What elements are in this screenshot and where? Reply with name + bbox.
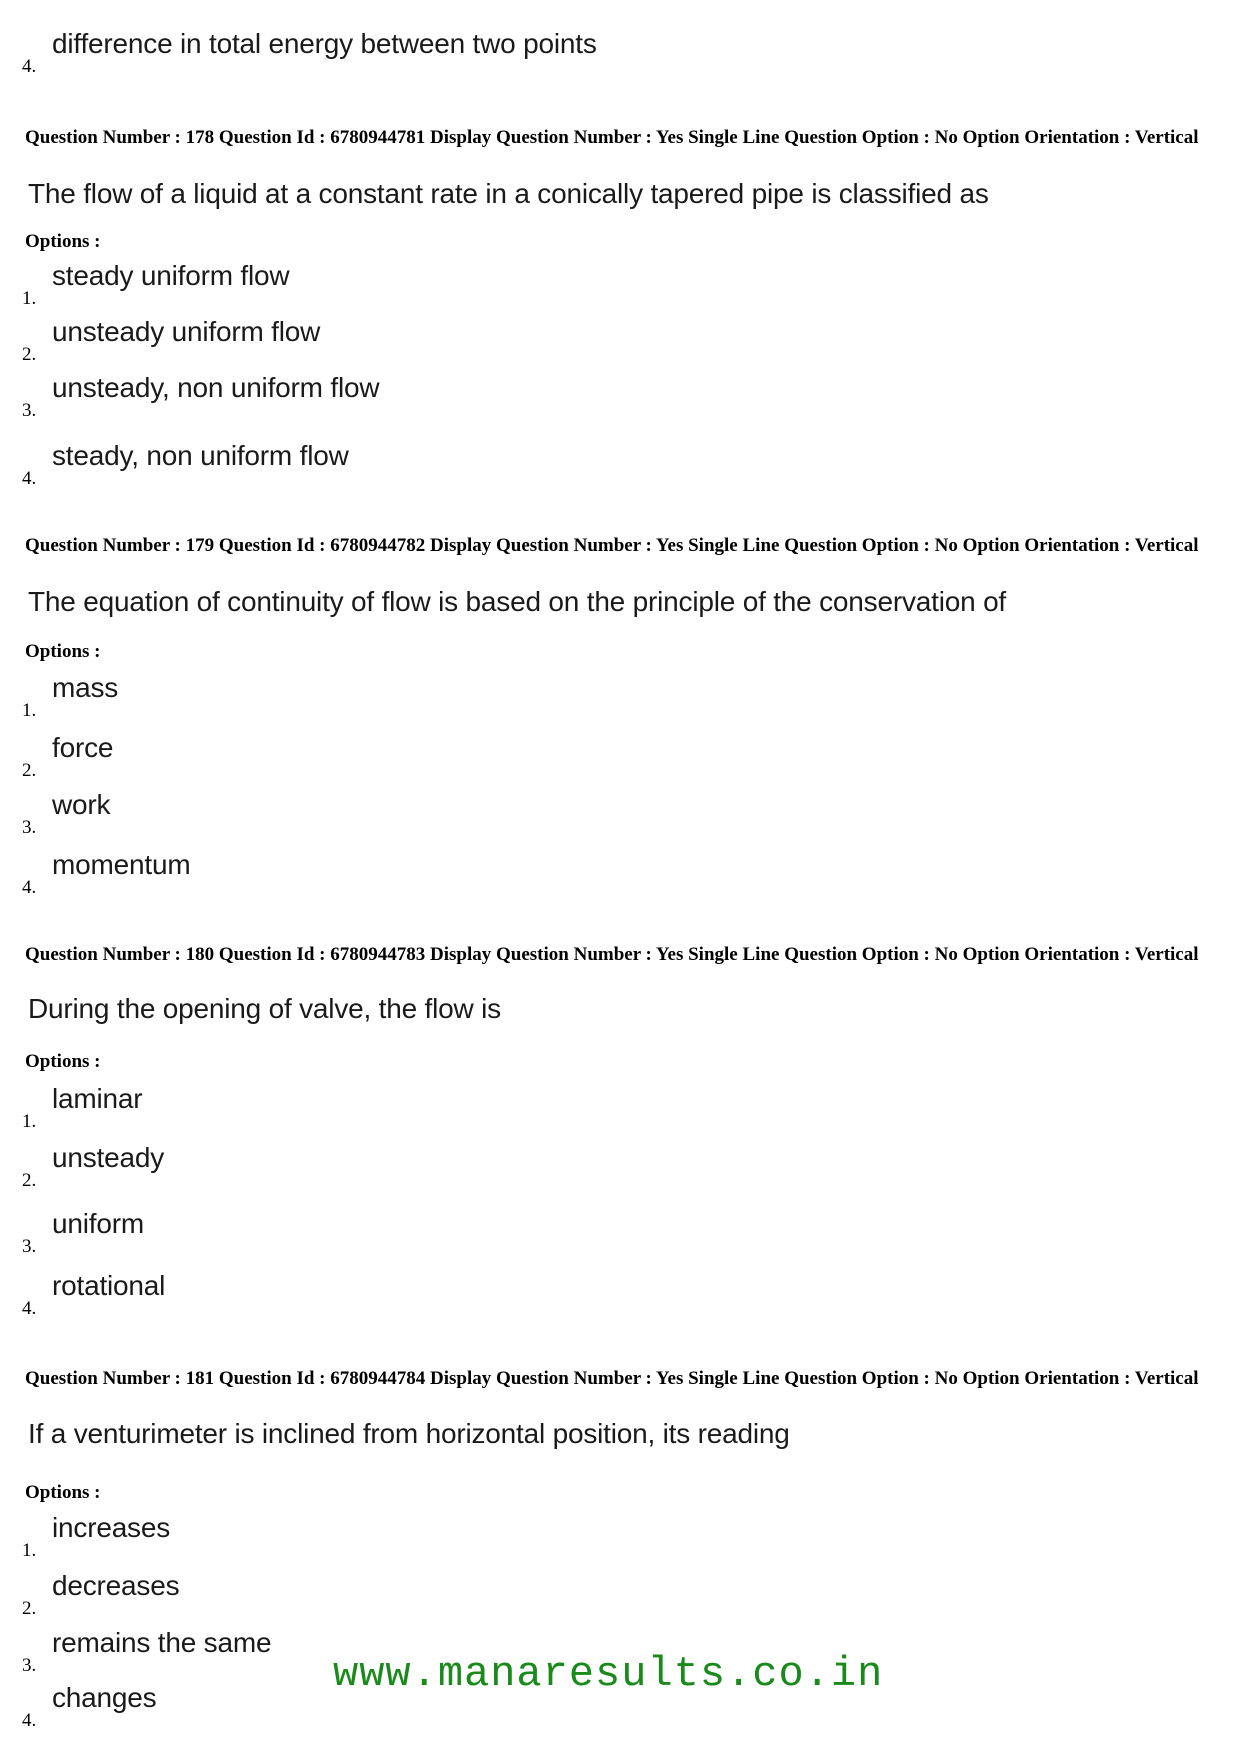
option-item xyxy=(22,316,722,366)
question-meta: Question Number : 179 Question Id : 6780944782 Display Question Number : Yes Single Line Question Option : No Option Orientation : Vertical xyxy=(25,535,1199,556)
question-text: The flow of a liquid at a constant rate in a conically tapered pipe is classified as xyxy=(28,178,989,209)
option-text: force xyxy=(52,732,114,763)
option-item xyxy=(22,260,722,310)
option-number: 2. xyxy=(22,1170,37,1191)
option-item xyxy=(22,440,722,490)
option-text: increases xyxy=(52,1512,171,1543)
option-text: decreases xyxy=(52,1570,180,1601)
option-number: 2. xyxy=(22,760,37,781)
option-number: 2. xyxy=(22,344,37,365)
option-number: 2. xyxy=(22,1598,37,1619)
option-text: remains the same xyxy=(52,1627,272,1658)
option-number: 3. xyxy=(22,400,37,421)
option-text: steady, non uniform flow xyxy=(52,440,349,471)
option-number: 4. xyxy=(22,468,37,489)
option-item xyxy=(22,28,722,78)
question-meta: Question Number : 178 Question Id : 6780944781 Display Question Number : Yes Single Line Question Option : No Option Orientation : Vertical xyxy=(25,127,1199,148)
option-number: 1. xyxy=(22,1111,37,1132)
option-text: mass xyxy=(52,672,119,703)
option-text: uniform xyxy=(52,1208,144,1239)
option-text: steady uniform flow xyxy=(52,260,290,291)
option-item xyxy=(22,849,722,899)
option-number: 4. xyxy=(22,1710,37,1731)
option-number: 4. xyxy=(22,56,37,77)
option-item xyxy=(22,372,722,422)
option-text: rotational xyxy=(52,1270,166,1301)
option-item xyxy=(22,789,722,839)
options-label: Options : xyxy=(25,231,101,252)
option-item xyxy=(22,1083,722,1133)
watermark: www.manaresults.co.in xyxy=(333,1650,884,1698)
option-text: unsteady, non uniform flow xyxy=(52,372,380,403)
option-text: work xyxy=(52,789,111,820)
option-text: unsteady xyxy=(52,1142,165,1173)
option-item xyxy=(22,732,722,782)
question-meta: Question Number : 181 Question Id : 6780944784 Display Question Number : Yes Single Line Question Option : No Option Orientation : Vertical xyxy=(25,1368,1199,1389)
option-number: 1. xyxy=(22,1540,37,1561)
option-text: unsteady uniform flow xyxy=(52,316,321,347)
options-label: Options : xyxy=(25,1482,101,1503)
option-number: 3. xyxy=(22,817,37,838)
option-item xyxy=(22,1142,722,1192)
option-number: 4. xyxy=(22,877,37,898)
question-meta: Question Number : 180 Question Id : 6780944783 Display Question Number : Yes Single Line Question Option : No Option Orientation : Vertical xyxy=(25,944,1199,965)
option-item xyxy=(22,1570,722,1620)
option-text: changes xyxy=(52,1682,157,1713)
option-number: 1. xyxy=(22,700,37,721)
question-text: If a venturimeter is inclined from horizontal position, its reading xyxy=(28,1418,790,1449)
option-item xyxy=(22,1512,722,1562)
option-text: laminar xyxy=(52,1083,143,1114)
option-item xyxy=(22,1208,722,1258)
option-number: 3. xyxy=(22,1236,37,1257)
option-number: 3. xyxy=(22,1655,37,1676)
option-number: 1. xyxy=(22,288,37,309)
option-item xyxy=(22,672,722,722)
options-label: Options : xyxy=(25,1051,101,1072)
question-text: The equation of continuity of flow is based on the principle of the conservation of xyxy=(28,586,1007,617)
options-label: Options : xyxy=(25,641,101,662)
option-number: 4. xyxy=(22,1298,37,1319)
option-item xyxy=(22,1270,722,1320)
question-text: During the opening of valve, the flow is xyxy=(28,993,501,1024)
option-text: difference in total energy between two points xyxy=(52,28,597,59)
option-text: momentum xyxy=(52,849,191,880)
